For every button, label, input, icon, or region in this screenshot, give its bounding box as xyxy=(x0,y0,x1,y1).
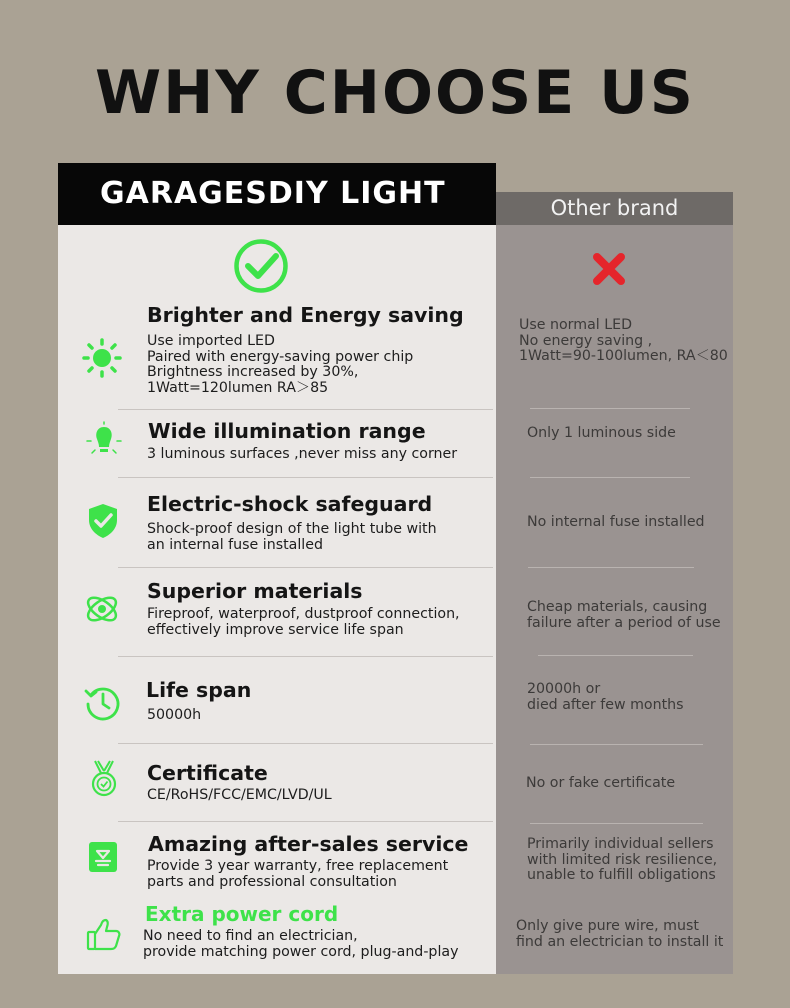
other-brand-text: 20000h or died after few months xyxy=(527,681,684,713)
feature-desc: Fireproof, waterproof, dustproof connection, effectively improve service life span xyxy=(147,606,460,638)
divider xyxy=(118,656,493,657)
clock-history-icon xyxy=(83,683,123,723)
other-brand-text: Only give pure wire, must find an electrician to install it xyxy=(516,918,724,950)
divider xyxy=(118,567,493,568)
feature-title: Wide illumination range xyxy=(148,419,426,443)
feature-title-highlight: Extra power cord xyxy=(145,902,339,926)
thumbs-up-icon xyxy=(84,915,124,955)
feature-desc: CE/RoHS/FCC/EMC/LVD/UL xyxy=(147,787,332,803)
other-brand-header: Other brand xyxy=(496,192,733,225)
feature-title: Amazing after-sales service xyxy=(148,832,469,856)
our-brand-header xyxy=(58,163,496,225)
check-circle-icon xyxy=(233,238,289,294)
divider xyxy=(530,744,703,745)
divider xyxy=(118,821,493,822)
divider xyxy=(530,823,703,824)
divider xyxy=(118,743,493,744)
feature-title: Certificate xyxy=(147,761,268,785)
divider xyxy=(530,477,690,478)
divider xyxy=(530,408,690,409)
feature-desc: Shock-proof design of the light tube with an internal fuse installed xyxy=(147,521,437,553)
medal-icon xyxy=(84,759,124,799)
feature-title: Brighter and Energy saving xyxy=(147,303,464,327)
divider xyxy=(538,655,693,656)
sun-icon xyxy=(82,338,122,378)
divider xyxy=(528,567,694,568)
page-title: WHY CHOOSE US xyxy=(94,58,695,128)
other-brand-text: No internal fuse installed xyxy=(527,514,705,530)
cross-icon xyxy=(591,251,627,287)
feature-title: Life span xyxy=(146,678,252,702)
feature-desc: 3 luminous surfaces ,never miss any corner xyxy=(147,446,458,462)
divider xyxy=(118,477,493,478)
other-brand-text: Primarily individual sellers with limited risk resilience, unable to fulfill obligations xyxy=(527,836,718,883)
other-brand-text: Cheap materials, causing failure after a period of use xyxy=(527,599,721,631)
other-brand-text: Only 1 luminous side xyxy=(527,425,676,441)
shield-check-icon xyxy=(83,501,123,541)
bulb-icon xyxy=(84,421,124,461)
feature-title: Electric-shock safeguard xyxy=(147,492,433,516)
feature-title: Superior materials xyxy=(147,579,363,603)
divider xyxy=(118,409,493,410)
other-brand-text: Use normal LED No energy saving , 1Watt=90-100lumen, RA＜80 xyxy=(519,317,728,364)
our-brand-name: GARAGESDIY LIGHT xyxy=(100,176,446,211)
feature-desc: 50000h xyxy=(147,707,202,723)
feature-desc: Use imported LED Paired with energy-saving power chip Brightness increased by 30%, 1Watt=120lumen RA＞85 xyxy=(147,333,414,396)
service-icon xyxy=(83,837,123,877)
feature-desc: No need to find an electrician, provide matching power cord, plug-and-play xyxy=(143,928,459,960)
atom-icon xyxy=(82,589,122,629)
other-brand-text: No or fake certificate xyxy=(526,775,676,791)
feature-desc: Provide 3 year warranty, free replacement parts and professional consultation xyxy=(147,858,449,890)
